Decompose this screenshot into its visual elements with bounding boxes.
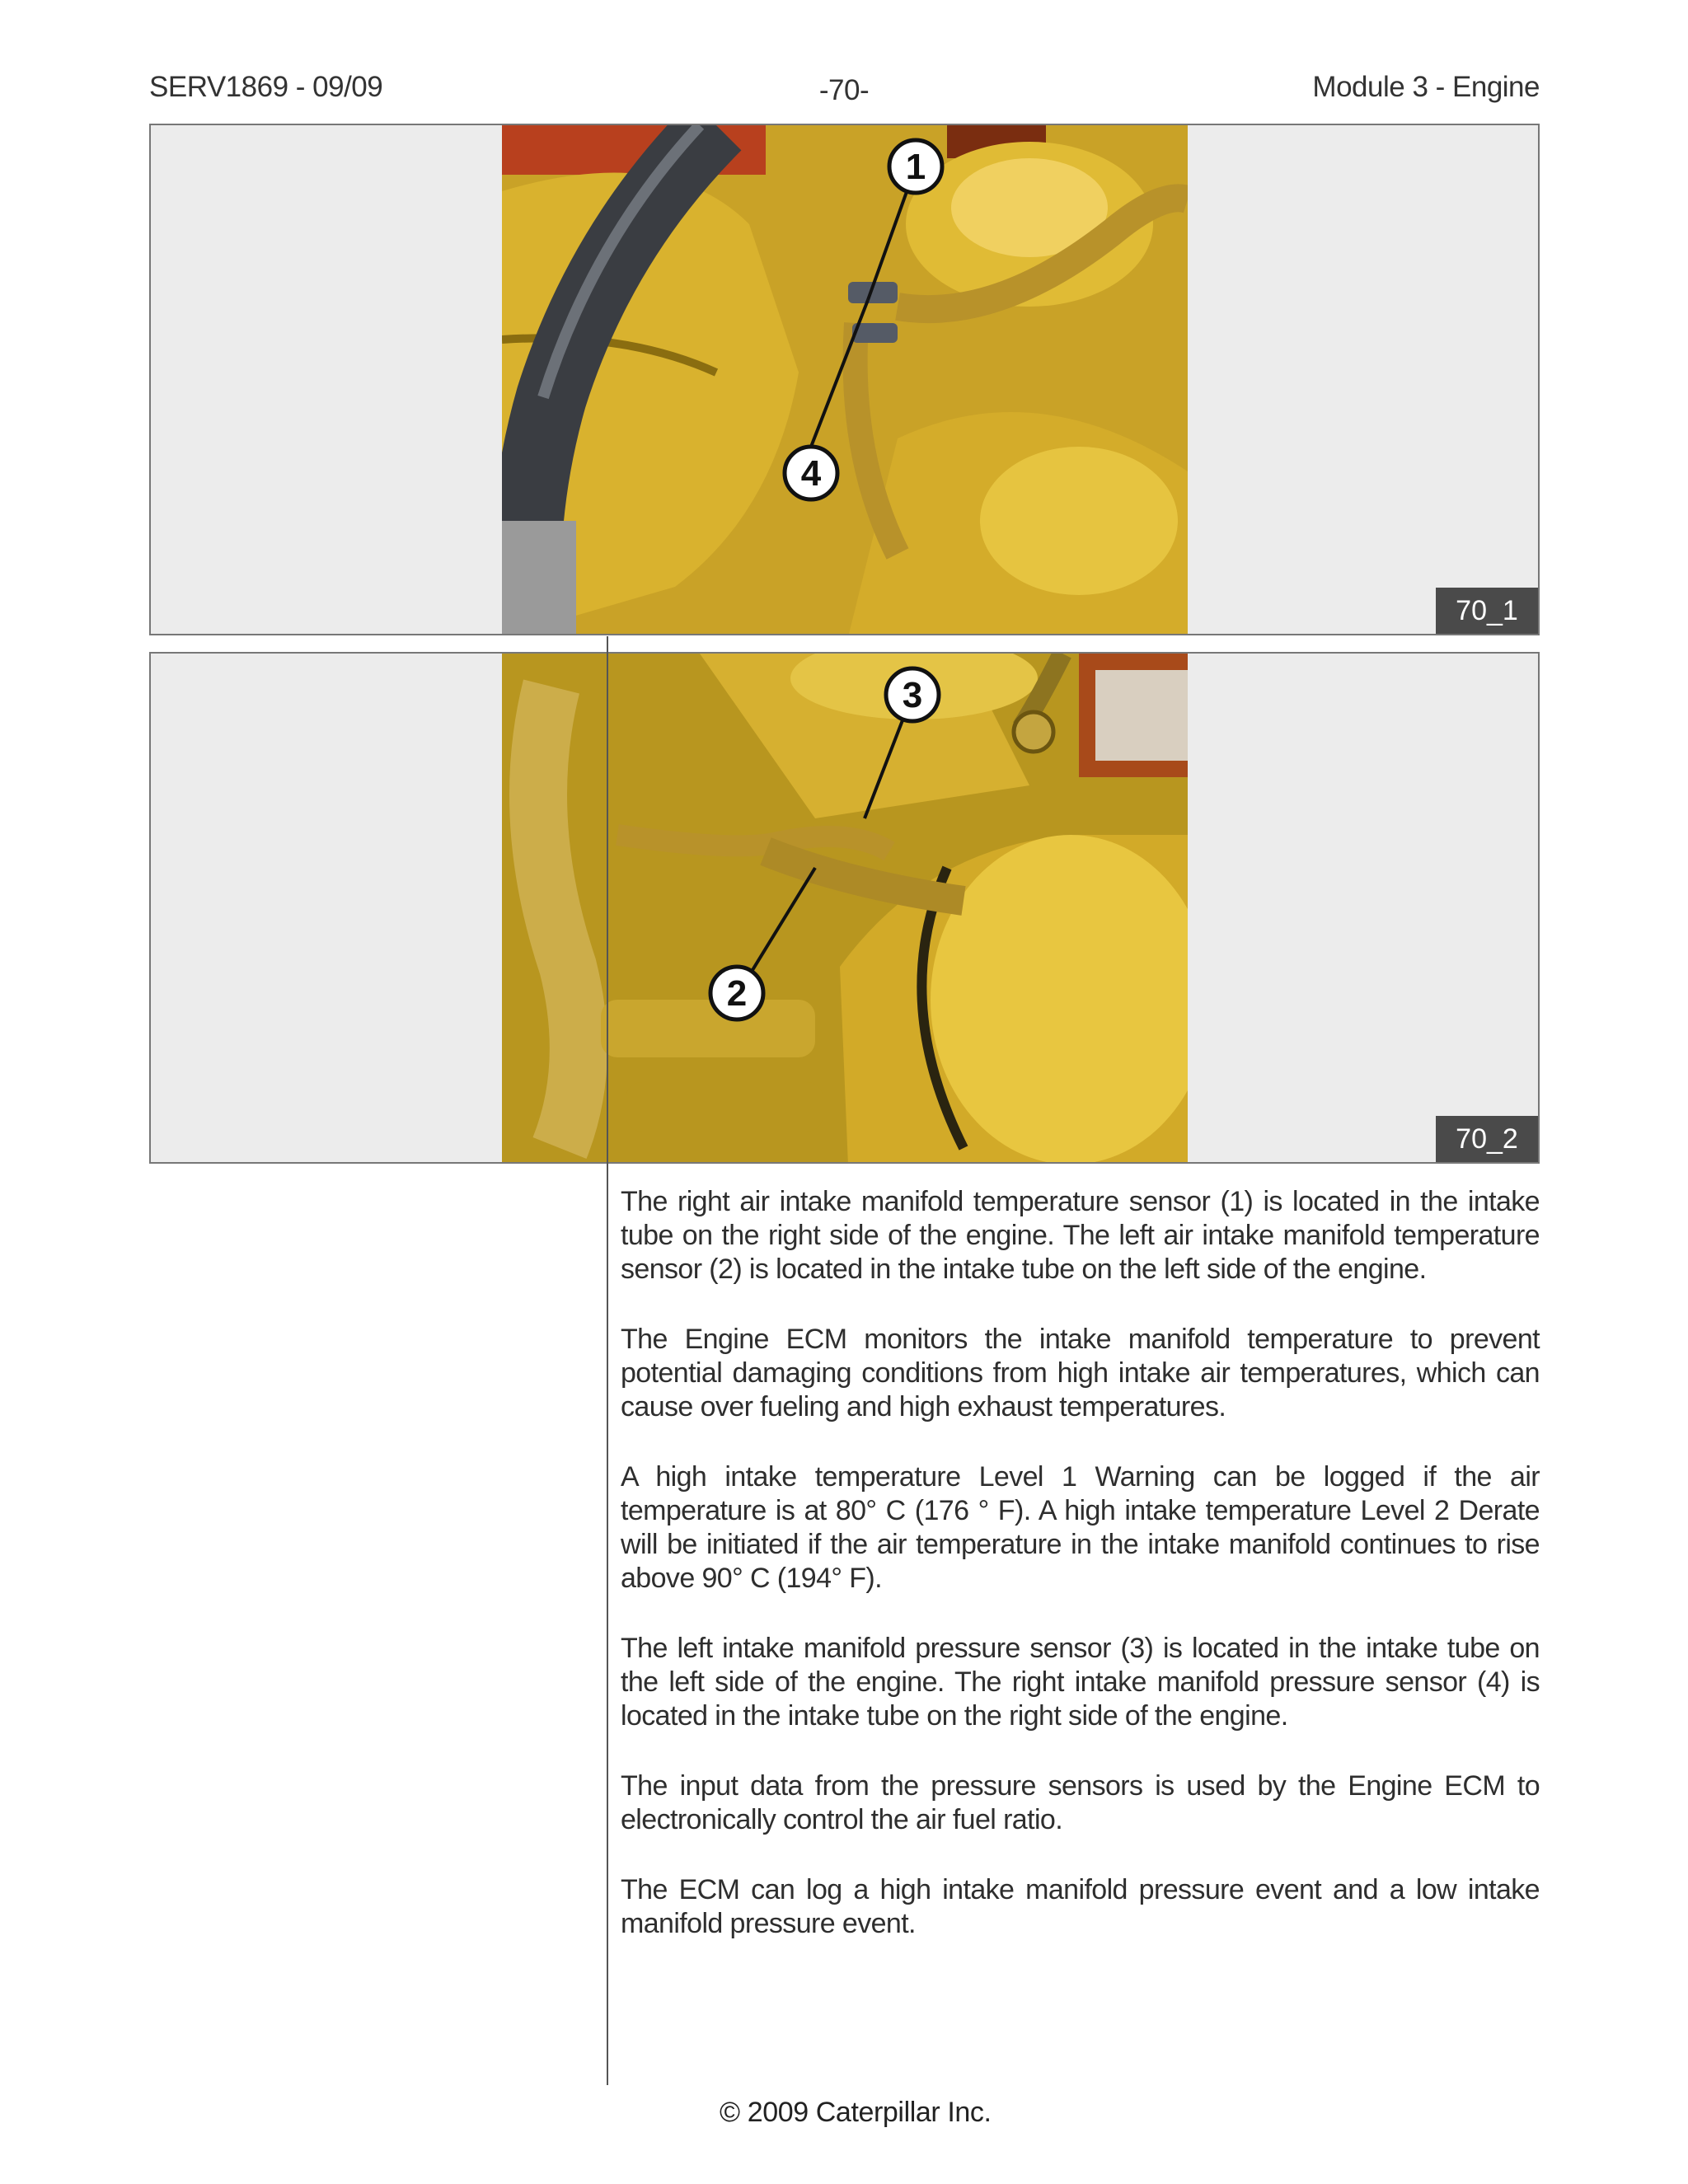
paragraph-air-fuel-ratio: The input data from the pressure sensors is used by the Engine ECM to electronically control the air fuel ratio.	[621, 1770, 1540, 1835]
paragraph-temp-sensors: The right air intake manifold temperature sensor (1) is located in the intake tube on the right side of the engine. The left air intake manifold temperature sensor (2) is located in the intake tube on the left side of the engine.	[621, 1186, 1540, 1285]
document-id: SERV1869 - 09/09	[149, 71, 383, 103]
column-divider	[607, 636, 608, 2085]
figure-label: 70_1	[1436, 588, 1538, 634]
svg-text:3: 3	[902, 675, 923, 715]
callout-4	[785, 447, 837, 499]
figure-70-1	[149, 124, 1540, 635]
figure-70-2	[149, 652, 1540, 1164]
paragraph-warning-derate: A high intake temperature Level 1 Warning can be logged if the air temperature is at 80° C (176 ° F). A high intake temperature Level 2 Derate will be initiated if the air temperature in the intake manifold continues to rise above 90° C (194° F).	[621, 1461, 1540, 1594]
paragraph-pressure-events: The ECM can log a high intake manifold pressure event and a low intake manifold pressure event.	[621, 1874, 1540, 1939]
callout-2	[710, 967, 763, 1019]
callout-1	[889, 140, 942, 193]
engine-photo-sensors-3-2	[502, 654, 1188, 1162]
figure-label: 70_2	[1436, 1116, 1538, 1162]
engine-photo-sensors-1-4	[502, 125, 1188, 634]
paragraph-ecm-monitoring: The Engine ECM monitors the intake manifold temperature to prevent potential damaging conditions from high intake air temperatures, which can cause over fueling and high exhaust temperatures.	[621, 1324, 1540, 1422]
svg-text:1: 1	[905, 147, 926, 187]
callout-3	[886, 668, 939, 721]
body-text	[621, 1185, 1540, 1977]
page-number: -70-	[818, 74, 870, 106]
svg-text:4: 4	[800, 453, 822, 494]
module-title: Module 3 - Engine	[1312, 71, 1540, 103]
svg-text:2: 2	[726, 973, 748, 1014]
paragraph-pressure-sensors: The left intake manifold pressure sensor (3) is located in the intake tube on the left side of the engine. The right intake manifold pressure sensor (4) is located in the intake tube on the right side of the engine.	[621, 1633, 1540, 1732]
copyright: © 2009 Caterpillar Inc.	[720, 2097, 992, 2128]
